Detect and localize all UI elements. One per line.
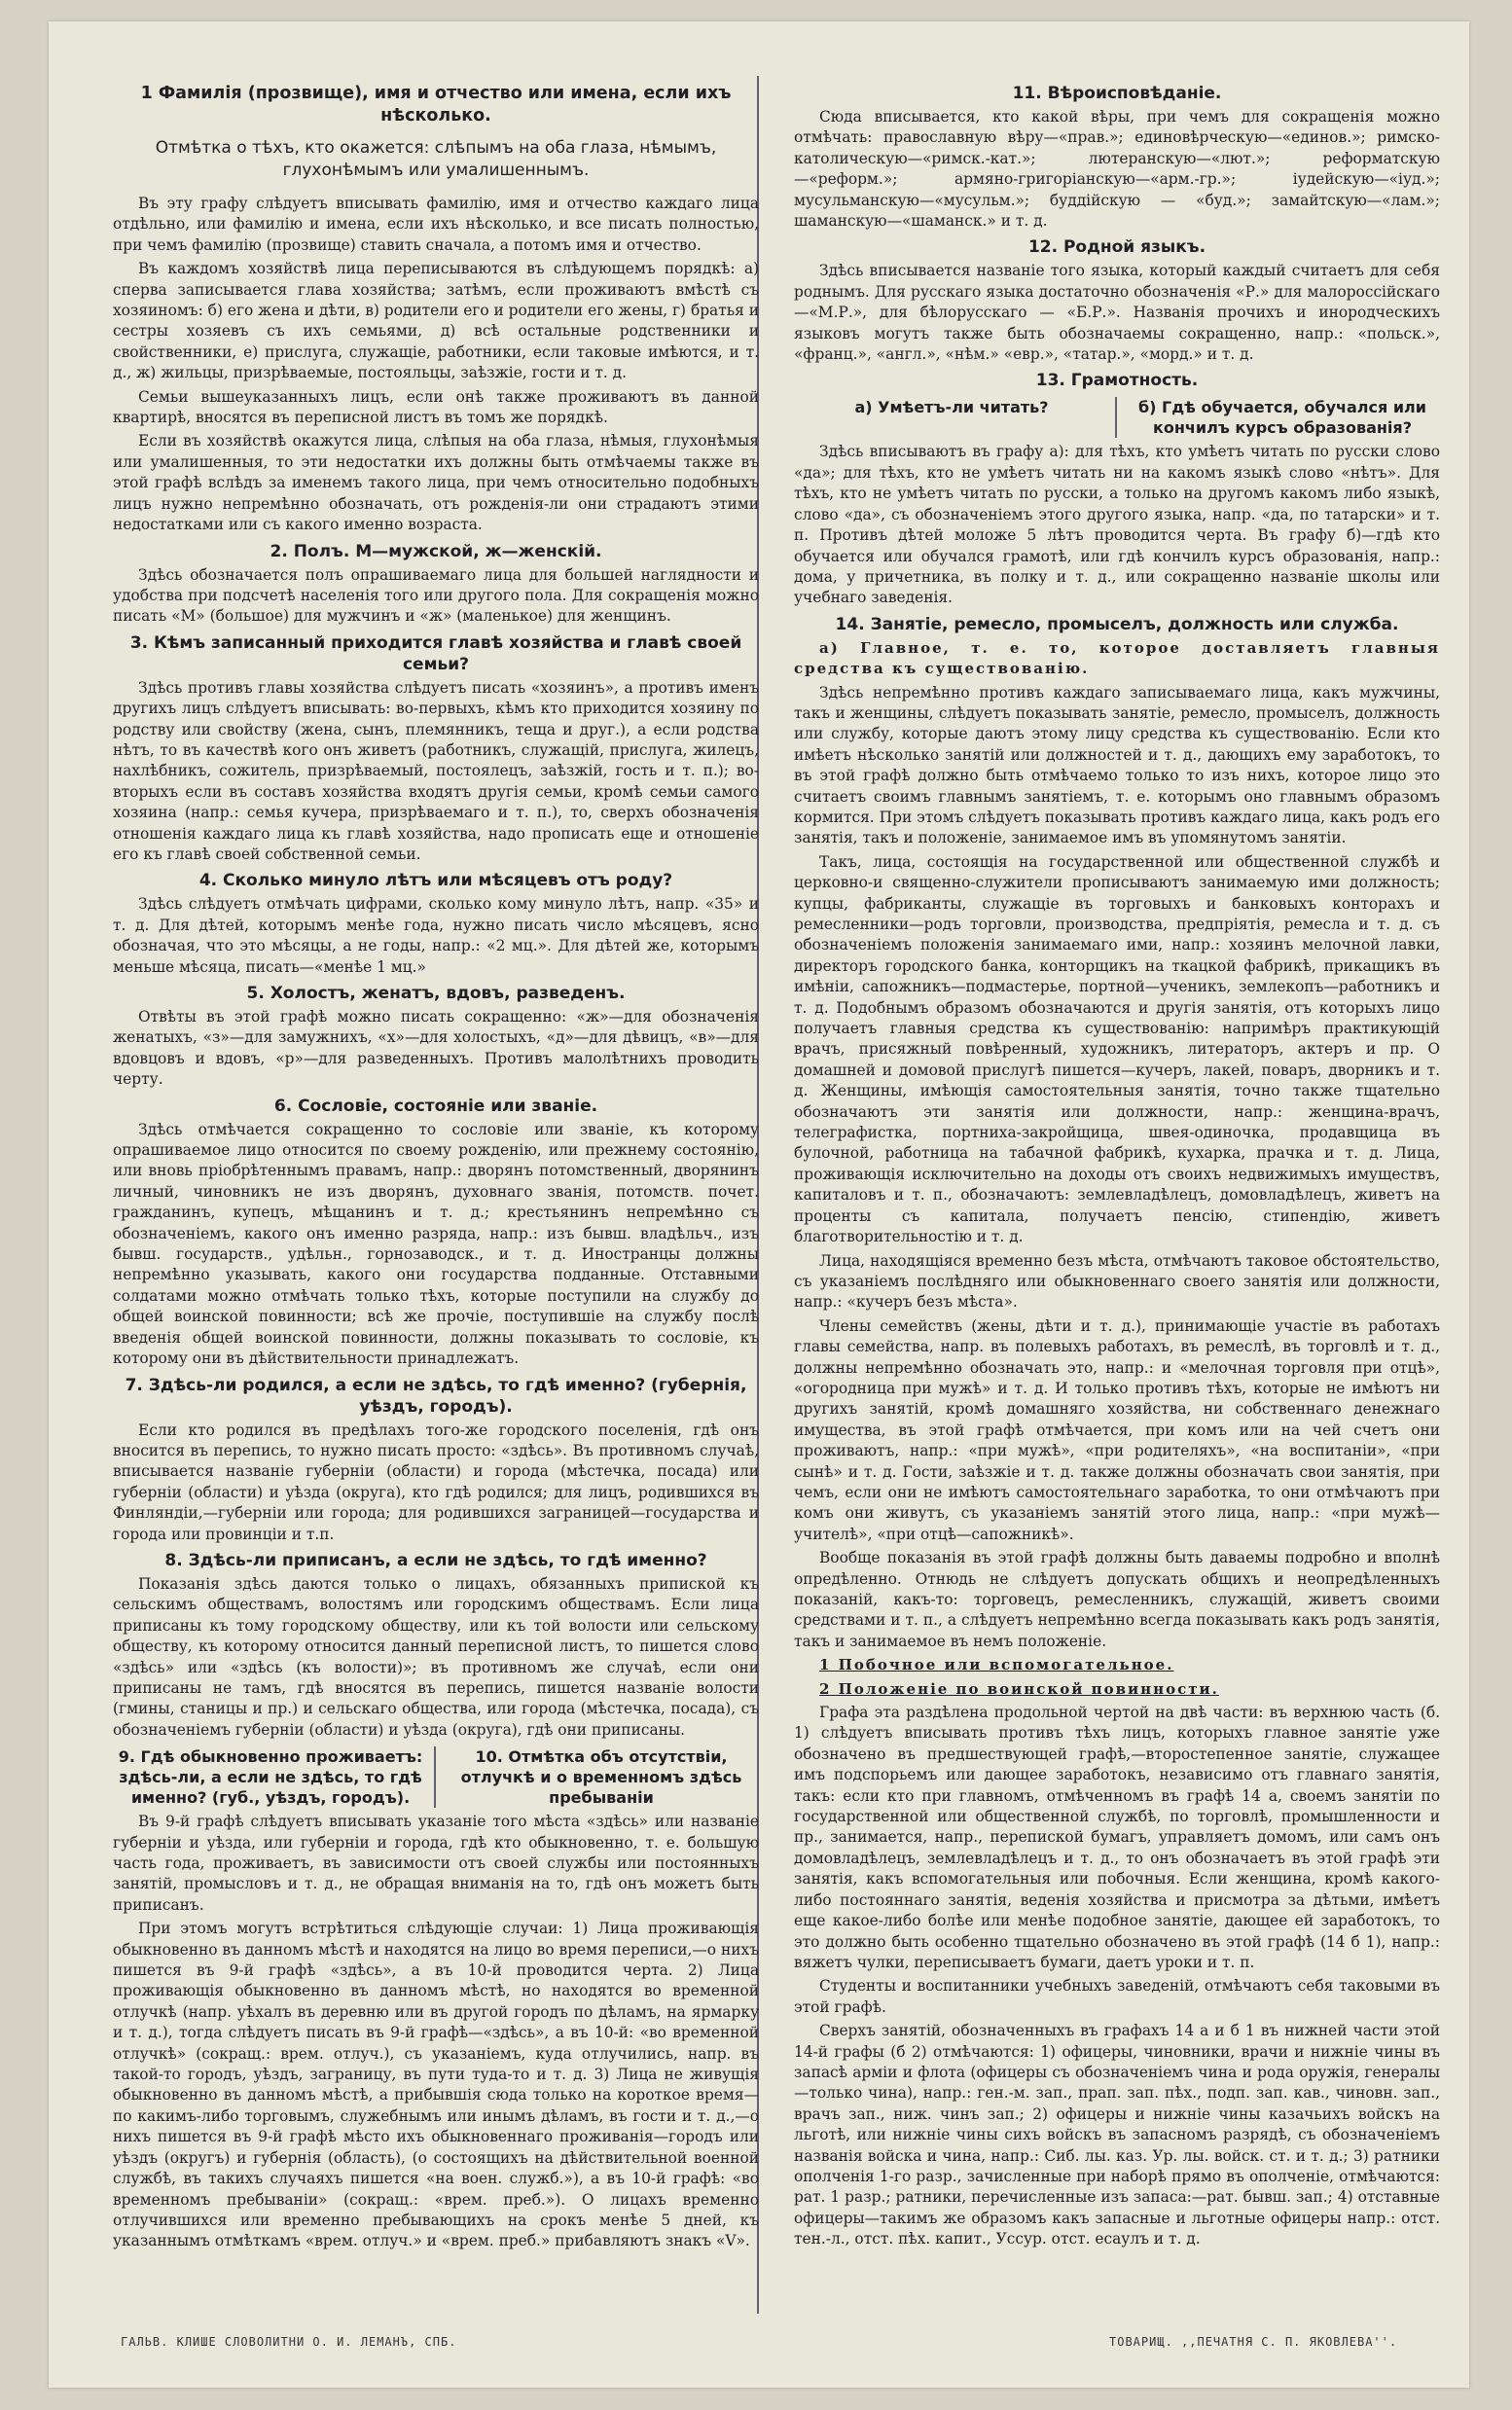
section-9-title: 9. Гдѣ обыкновенно проживаетъ: здѣсь-ли, а если не здѣсь, то гдѣ именно? (губ., уѣздъ, городъ). (113, 1746, 436, 1808)
paragraph: Графа эта раздѣлена продольной чертой на двѣ части: въ верхнюю часть (б. 1) слѣдуетъ вписывать противъ тѣхъ лицъ, которыхъ главное занятіе уже обозначено въ предшествующей графѣ,—второстепенное занятіе, служащее имъ подспорьемъ или дающее заработокъ, независимо отъ главнаго занятія, такъ: если кто при главномъ, отмѣченномъ въ графѣ 14 а, своемъ занятіи по государственной или общественной службѣ, по торговлѣ, промышленности и пр., занимается, напр., перепиской бумагъ, управляетъ домомъ, или самъ онъ домовладѣлецъ, землевладѣлецъ и т. д., то онъ обозначаетъ въ этой графѣ эти занятія, какъ вспомогательныя или побочныя. Если женщина, кромѣ какого-либо постояннаго занятія, веденія хозяйства и присмотра за дѣтьми, имѣетъ еще какое-либо болѣе или менѣе подобное занятіе, дающее ей заработокъ, то это должно быть особенно тщательно обозначено въ этой графѣ (14 б 1), напр.: вяжетъ чулки, переписываетъ бумаги, даетъ уроки и т. п. (794, 1704, 1440, 1971)
section-12-title: 12. Родной языкъ. (1027, 237, 1206, 258)
section-14a-subtitle: а) Главное, т. е. то, которое доставляетъ главныя средства къ существованію. (794, 638, 1440, 678)
paragraph: Семьи вышеуказанныхъ лицъ, если онѣ также проживаютъ въ данной квартирѣ, вносятся въ переписной листъ въ томъ же порядкѣ. (113, 387, 759, 427)
paragraph: Сверхъ занятій, обозначенныхъ въ графахъ 14 а и б 1 въ нижней части этой 14-й графы (б 2) отмѣчаются: 1) офицеры, чиновники, врачи и нижніе чины въ запасѣ арміи и флота (офицеры съ обозначеніемъ чина и рода оружія, генералы—только чина), напр.: ген.-м. зап., прап. зап. пѣх., подп. зап. кав., чиновн. зап., врачъ зап., ниж. чинъ зап.; 2) офицеры и нижніе чины казачьихъ войскъ на льготѣ, или нижніе чины сихъ войскъ въ запасномъ разрядѣ, съ обозначеніемъ названія войска и чина, напр.: Сиб. лы. каз. Ур. лы. войск. ст. и т. д.; 3) ратники ополченія 1-го разр., зачисленные при наборѣ прямо въ ополченіе, отмѣчаются: рат. 1 разр.; ратники, перечисленные изъ запаса:—рат. бывш. зап.; 4) отставные офицеры—такимъ же образомъ какъ запасные и льготные офицеры напр.: отст. тен.-л., отст. пѣх. капит., Уссур. отст. есаулъ и т. д. (794, 2022, 1440, 2248)
section-14b1-subtitle: 1 Побочное или вспомогательное. (819, 1656, 1174, 1674)
paragraph: Отвѣты въ этой графѣ можно писать сокращенно: «ж»—для обозначенія женатыхъ, «з»—для замужнихъ, «х»—для холостыхъ, «д»—для дѣвицъ, «в»—для вдовцовъ и вдовъ, «р»—для разведенныхъ. Противъ малолѣтнихъ проводить черту. (113, 1008, 759, 1089)
section-8-title: 8. Здѣсь-ли приписанъ, а если не здѣсь, то гдѣ именно? (164, 1550, 707, 1570)
right-column (794, 78, 1440, 2306)
paragraph: Здѣсь непремѣнно противъ каждаго записываемаго лица, какъ мужчины, такъ и женщины, слѣдуетъ показывать занятіе, ремесло, промыселъ, должность или службу, которые даютъ этому лицу средства къ существованію. Если кто имѣетъ нѣсколько занятій или должностей и т. д., дающихъ ему заработокъ, то въ этой графѣ должно быть отмѣчаемо только то изъ нихъ, которое лицо это считаетъ своимъ главнымъ занятіемъ, т. е. которымъ оно главнымъ образомъ кормится. При этомъ слѣдуетъ показывать противъ каждаго лица, какъ родъ его занятія, такъ и положеніе, занимаемое имъ въ упомянутомъ занятіи. (794, 683, 1440, 847)
section-14-title: 14. Занятіе, ремесло, промыселъ, должность или служба. (835, 614, 1399, 634)
section-5-title: 5. Холостъ, женатъ, вдовъ, разведенъ. (246, 984, 626, 1003)
census-instruction-sheet (49, 21, 1469, 2388)
section-13a-title: а) Умѣетъ-ли читать? (794, 397, 1117, 438)
paragraph: Студенты и воспитанники учебныхъ заведеній, отмѣчаютъ себя таковыми въ этой графѣ. (794, 1977, 1440, 2016)
section-1-subtitle: Отмѣтка о тѣхъ, кто окажется: слѣпымъ на оба глаза, нѣмымъ, глухонѣмымъ или умалишеннымъ. (155, 138, 717, 180)
section-2-title: 2. Полъ. М—мужской, ж—женскій. (270, 541, 602, 561)
paragraph: Въ каждомъ хозяйствѣ лица переписываются въ слѣдующемъ порядкѣ: а) сперва записывается глава хозяйства; затѣмъ, если проживаютъ вмѣстѣ съ хозяиномъ: б) его жена и дѣти, в) родители его и родители его жены, г) братья и сестры хозяевъ съ ихъ семьями, д) всѣ остальные родственники и свойственники, е) прислуга, служащіе, работники, если таковые имѣются, и т. д., ж) жильцы, призрѣваемые, постояльцы, заѣзжіе, гости и т. д. (113, 260, 759, 382)
paragraph: Здѣсь обозначается полъ опрашиваемаго лица для большей наглядности и удобства при подсчетѣ населенія того или другого пола. Для сокращенія можно писать «М» (большое) для мужчинъ и «ж» (маленькое) для женщинъ. (113, 565, 759, 626)
section-11-title: 11. Вѣроисповѣданіе. (1012, 84, 1222, 103)
section-1-title: 1 Фамилія (прозвище), имя и отчество или имена, если ихъ нѣсколько. (140, 84, 732, 126)
section-7-title: 7. Здѣсь-ли родился, а если не здѣсь, то гдѣ именно? (губернія, уѣздъ, городъ). (125, 1375, 747, 1417)
paragraph: Здѣсь вписывается названіе того языка, который каждый считаетъ для себя роднымъ. Для русскаго языка достаточно обозначенія «Р.» для малороссійскаго—«М.Р.», для бѣлорусскаго — «Б.Р.». Названія прочихъ и инородческихъ языковъ могутъ также быть обозначаемы сокращенно, напр.: «польск.», «франц.», «англ.», «нѣм.» «евр.», «татар.», «морд.» и т. д. (794, 262, 1440, 364)
paragraph: Здѣсь слѣдуетъ отмѣчать цифрами, сколько кому минуло лѣтъ, напр. «35» и т. д. Для дѣтей, которымъ менѣе года, нужно писать число мѣсяцевъ, ясно обозначая, что это мѣсяцы, а не годы, напр.: «2 мц.». Для дѣтей же, которымъ меньше мѣсяца, писать—«менѣе 1 мц.» (113, 895, 759, 976)
section-10-title: 10. Отмѣтка объ отсутствіи, отлучкѣ и о временномъ здѣсь пребываніи (460, 1747, 742, 1808)
paragraph: Если кто родился въ предѣлахъ того-же городского поселенія, гдѣ онъ вносится въ перепись, то нужно писать просто: «здѣсь». Въ противномъ случаѣ, вписывается названіе губерніи (области) и города (мѣстечка, посада) или губерніи (области) и уѣзда (округа), кто гдѣ родился; для лицъ, родившихся въ Финляндіи,—губерніи или города; для родившихся заграницей—государства и города или провинціи и т.п. (113, 1421, 759, 1543)
section-14b2-subtitle: 2 Положеніе по воинской повинности. (819, 1679, 1219, 1698)
paragraph: Показанія здѣсь даются только о лицахъ, обязанныхъ припиской къ сельскимъ обществамъ, волостямъ или городскимъ обществамъ. Если лица приписаны къ тому городскому обществу, или къ той волости или сельскому обществу, къ которому относится данный переписной листъ, то пишется слово «здѣсь» или «здѣсь (къ волости)»; въ противномъ же случаѣ, если они приписаны не тамъ, гдѣ вносятся въ перепись, пишется названіе волости (гмины, станицы и пр.) и сельскаго общества, или города (мѣстечка, посада), съ обозначеніемъ губерніи (области) и уѣзда (округа), гдѣ они приписаны. (113, 1574, 759, 1739)
footer-printer-left: ГАЛЬВ. КЛИШЕ СЛОВОЛИТНИ О. И. ЛЕМАНЪ, СПБ. (121, 2335, 457, 2349)
paragraph: Лица, находящіяся временно безъ мѣста, отмѣчаютъ таковое обстоятельство, съ указаніемъ послѣдняго или обыкновеннаго своего занятія или должности, напр.: «кучеръ безъ мѣста». (794, 1251, 1440, 1312)
section-4-title: 4. Сколько минуло лѣтъ или мѣсяцевъ отъ роду? (198, 871, 673, 891)
section-13b-title: б) Гдѣ обучается, обучался или кончилъ курсъ образованія? (1138, 398, 1426, 438)
footer-printer-right: ТОВАРИЩ. ,,ПЕЧАТНЯ С. П. ЯКОВЛЕВА''. (1109, 2335, 1398, 2349)
paragraph: Вообще показанія въ этой графѣ должны быть даваемы подробно и вполнѣ опредѣленно. Отнюдь не слѣдуетъ допускать общихъ и неопредѣленныхъ показаній, какъ-то: торговецъ, ремесленникъ, служащій, живетъ своими средствами и т. п., а слѣдуетъ непремѣнно всегда показывать какъ родъ занятія, такъ и занимаемое въ немъ положеніе. (794, 1549, 1440, 1650)
paragraph: Въ 9-й графѣ слѣдуетъ вписывать указаніе того мѣста «здѣсь» или названіе губерніи и уѣзда, или губерніи и города, гдѣ кто обыкновенно, т. е. большую часть года, проживаетъ, въ зависимости отъ своей службы или постоянныхъ занятій, промысловъ и т. д., не обращая вниманія на то, гдѣ онъ можетъ быть приписанъ. (113, 1813, 759, 1914)
paragraph: Здѣсь вписываютъ въ графу а): для тѣхъ, кто умѣетъ читать по русски слово «да»; для тѣхъ, кто не умѣетъ читать ни на какомъ языкѣ слово «нѣтъ». Для тѣхъ, кто не умѣетъ читать по русски, а только на другомъ какомъ либо языкѣ, слово «да», съ обозначеніемъ этого другого языка, напр. «да, по татарски» и т. п. Противъ дѣтей моложе 5 лѣтъ проводится черта. Въ графу б)—гдѣ кто обучается или обучался грамотѣ, или гдѣ кончилъ курсъ образованія, напр.: дома, у причетника, въ полку и т. д., или сокращенно названіе школы или учебнаго заведенія. (794, 443, 1440, 607)
section-13-title: 13. Грамотность. (1035, 371, 1199, 391)
paragraph: Если въ хозяйствѣ окажутся лица, слѣпыя на оба глаза, нѣмыя, глухонѣмыя или умалишенныя, то эти недостатки ихъ должны быть отмѣчаемы также въ этой графѣ вслѣдъ за именемъ такого лица, при чемъ относительно подобныхъ лицъ нужно непремѣнно обозначать, отъ рожденія-ли они страдаютъ этими недостатками или съ какого именно возраста. (113, 432, 759, 534)
paragraph: Такъ, лица, состоящія на государственной или общественной службѣ и церковно-и священно-служители прописываютъ занимаемую ими должность; купцы, фабриканты, служащіе въ торговыхъ и банковыхъ конторахъ и ремесленники—родъ торговли, производства, предпріятія, ремесла и т. д. съ обозначеніемъ положенія занимаемаго ими, напр.: хозяинъ мелочной лавки, директоръ городского банка, конторщикъ на ткацкой фабрикѣ, прикащикъ въ имѣніи, сапожникъ—подмастерье, портной—ученикъ, землекопъ—работникъ и т. д. Подобнымъ образомъ обозначаются и другія занятія, отъ которыхъ лицо получаетъ главныя средства къ существованію: напримѣръ практикующій врачъ, присяжный повѣренный, художникъ, литераторъ, актеръ и пр. О домашней и домовой прислугѣ пишется—кучеръ, лакей, поваръ, дворникъ и т. д. Женщины, имѣющія самостоятельныя занятія, точно также тщательно обозначаютъ эти занятія или должности, напр.: женщина-врачъ, телеграфистка, портниха-закройщица, швея-одиночка, продавщица въ булочной, работница на табачной фабрикѣ, кухарка, прачка и т. д. Лица, проживающія исключительно на доходы отъ своихъ недвижимыхъ имуществъ, капиталовъ и т. п., обозначаютъ: землевладѣлецъ, домовладѣлецъ, живетъ на проценты съ капитала, получаетъ пенсію, стипендію, живетъ благотворительностію и т. д. (794, 852, 1440, 1246)
section-13-subheader (794, 397, 1440, 438)
left-column (113, 78, 759, 2257)
section-6-title: 6. Сословіе, состояніе или званіе. (273, 1096, 598, 1116)
paragraph: Сюда вписывается, кто какой вѣры, при чемъ для сокращенія можно отмѣчать: православную вѣру—«прав.»; единовѣрческую—«единов.»; римско-католическую—«римск.-кат.»; лютеранскую—«лют.»; реформатскую—«реформ.»; армяно-григоріанскую—«арм.-гр.»; іудейскую—«іуд.»; мусульманскую—«мусульм.»; буддійскую — «буд.»; замайтскую—«лам.»; шаманскую—«шаманск.» и т. д. (794, 108, 1440, 231)
paragraph: При этомъ могутъ встрѣтиться слѣдующіе случаи: 1) Лица проживающія обыкновенно въ данномъ мѣстѣ и находятся на лицо во время переписи,—о нихъ пишется въ 9-й графѣ «здѣсь», а въ 10-й проводится черта. 2) Лица проживающія обыкновенно въ данномъ мѣстѣ, но находятся во временной отлучкѣ (напр. уѣхалъ въ деревню или въ другой городъ по дѣламъ, на ярмарку и т. д.), тогда слѣдуетъ писать въ 9-й графѣ—«здѣсь», а въ 10-й: «во временной отлучкѣ» (сокращ.: врем. отлуч.), съ указаніемъ, куда отлучились, напр. въ такой-то городъ, уѣздъ, заграницу, въ пути туда-то и т. д. 3) Лица не живущія обыкновенно въ данномъ мѣстѣ, а прибывшія сюда только на короткое время—по какимъ-либо торговымъ, служебнымъ или инымъ дѣламъ, въ гости и т. д.,—о нихъ пишется въ 9-й графѣ мѣсто ихъ обыкновеннаго проживанія—городъ или уѣздъ (округъ) и губернія (область), (о состоящихъ на дѣйствительной военной службѣ, въ такихъ случаяхъ пишется «на воен. служб.»), а въ 10-й графѣ: «во временномъ пребываніи» (сокращ.: «врем. преб.»). О лицахъ временно отлучившихся или временно пребывающихъ на срокъ менѣе 5 дней, къ указаннымъ отмѣткамъ «врем. отлуч.» и «врем. преб.» прибавляютъ знакъ «V». (113, 1920, 759, 2250)
paragraph: Члены семействъ (жены, дѣти и т. д.), принимающіе участіе въ работахъ главы семейства, напр. въ полевыхъ работахъ, въ ремеслѣ, въ торговлѣ и т. д., должны непремѣнно обозначать это, напр.: и «мелочная торговля при отцѣ», «огородница при мужѣ» и т. д. И только противъ тѣхъ, которые не имѣютъ ни другихъ занятій, кромѣ домашняго хозяйства, ни собственнаго денежнаго имущества, въ этой графѣ отмѣчается, при комъ или на чей счетъ они проживаютъ, напр.: «при мужѣ», «при родителяхъ», «на воспитаніи», «при сынѣ» и т. д. Гости, заѣзжіе и т. д. также должны обозначать свои занятія, при чемъ, если они не имѣютъ самостоятельнаго заработка, то они отмѣчаютъ при комъ они живутъ, съ указаніемъ занятій этого лица, напр.: «при мужѣ—учителѣ», «при отцѣ—сапожникѣ». (794, 1316, 1440, 1543)
paragraph: Здѣсь противъ главы хозяйства слѣдуетъ писать «хозяинъ», а противъ именъ другихъ лицъ слѣдуетъ вписывать: во-первыхъ, кѣмъ кто приходится хозяину по родству или свойству (жена, сынъ, племянникъ, теща и друг.), а если родства нѣтъ, то въ качествѣ кого онъ живетъ (работникъ, служащій, прислуга, жилецъ, нахлѣбникъ, сожитель, призрѣваемый, постоялецъ, заѣзжій, гость и т. п.); во-вторыхъ если въ составъ хозяйства входятъ другія семьи, кромѣ семьи самого хозяина (напр.: семья кучера, призрѣваемаго и т. п.), то, сверхъ обозначенія отношенія каждаго лица къ главѣ хозяйства, надо прописать еще и отношеніе его къ главѣ своей собственной семьи. (113, 678, 759, 863)
section-3-title: 3. Кѣмъ записанный приходится главѣ хозяйства и главѣ своей семьи? (129, 632, 742, 674)
paragraph: Въ эту графу слѣдуетъ вписывать фамилію, имя и отчество каждаго лица отдѣльно, или фамилію и имена, если ихъ нѣсколько, и все писать полностью, при чемъ фамилію (прозвище) ставить сначала, а потомъ имя и отчество. (113, 195, 759, 254)
paragraph: Здѣсь отмѣчается сокращенно то сословіе или званіе, къ которому опрашиваемое лицо относится по своему рожденію, или прежнему состоянію, или вновь пріобрѣтеннымъ правамъ, напр.: дворянъ потомственный, дворянинъ личный, чиновникъ не изъ дворянъ, духовнаго званія, потомств. почет. гражданинъ, купецъ, мѣщанинъ и т. д.; крестьянинъ непремѣнно съ обозначеніемъ, какого онъ именно разряда, напр.: изъ бывш. владѣльч., изъ бывш. государств., удѣльн., горнозаводск., и т. д. Иностранцы должны непремѣнно указывать, какого они государства подданные. Отставными солдатами можно отмѣчать только тѣхъ, которые поступили на службу до общей воинской повинности; всѣ же прочіе, поступившіе на службу послѣ введенія общей воинской повинности, должны показывать то сословіе, къ которому они въ дѣйствительности принадлежатъ. (113, 1120, 759, 1368)
sections-9-10-header (113, 1746, 759, 1808)
